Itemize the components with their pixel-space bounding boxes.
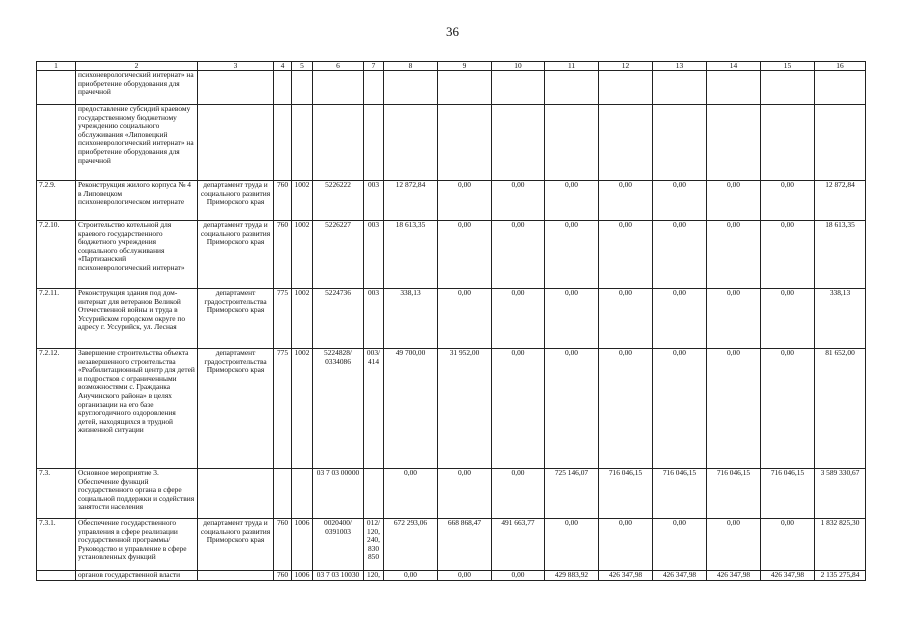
expense-type-code-cell: [364, 469, 384, 519]
table-row: [37, 571, 866, 581]
item-number-cell: 7.3.: [37, 469, 76, 519]
table-row: [37, 289, 866, 349]
target-article-code-cell: 5224736: [313, 289, 364, 349]
amount-2018-cell: 0,00: [599, 181, 653, 221]
amount-2018-cell: [599, 71, 653, 105]
grbs-code-cell: 760: [274, 181, 292, 221]
amount-2015-cell: [438, 105, 492, 181]
amount-2020-cell: [707, 105, 761, 181]
amount-2015-cell: [438, 71, 492, 105]
amount-2014-cell: [384, 105, 438, 181]
section-code-cell: 1006: [292, 571, 313, 581]
target-article-code-cell: 5226227: [313, 221, 364, 289]
amount-2020-cell: 0,00: [707, 221, 761, 289]
amount-2021-cell: 716 046,15: [761, 469, 815, 519]
amount-total-cell: [815, 105, 866, 181]
responsible-executor-cell: департамент труда и социального развития Приморского края: [198, 221, 274, 289]
amount-total-cell: 3 589 330,67: [815, 469, 866, 519]
col-number: 4: [274, 62, 292, 71]
col-number: 12: [599, 62, 653, 71]
amount-2017-cell: 429 883,92: [545, 571, 599, 581]
amount-2014-cell: [384, 71, 438, 105]
grbs-code-cell: [274, 105, 292, 181]
amount-2017-cell: [545, 105, 599, 181]
item-name-cell: Обеспечение государственного управления в сфере реализации государственной программы/ Руководство и управление в сфере установленных функций: [76, 519, 198, 571]
amount-2016-cell: 0,00: [492, 349, 545, 469]
responsible-executor-cell: [198, 105, 274, 181]
amount-2015-cell: 668 868,47: [438, 519, 492, 571]
item-name-cell: предоставление субсидий краевому государственному бюджетному учреждению социального обслуживания «Липовецкий психоневрологический интернат» на приобретение оборудования для прачечной: [76, 105, 198, 181]
col-number: 1: [37, 62, 76, 71]
page-number: 36: [446, 24, 459, 39]
amount-2021-cell: 0,00: [761, 289, 815, 349]
amount-2015-cell: 0,00: [438, 289, 492, 349]
amount-2015-cell: 0,00: [438, 571, 492, 581]
amount-2015-cell: 0,00: [438, 469, 492, 519]
item-number-cell: 7.3.1.: [37, 519, 76, 571]
col-number: 11: [545, 62, 599, 71]
section-code-cell: 1006: [292, 519, 313, 571]
amount-2019-cell: 0,00: [653, 289, 707, 349]
grbs-code-cell: 775: [274, 289, 292, 349]
item-number-cell: [37, 71, 76, 105]
item-number-cell: [37, 105, 76, 181]
amount-2020-cell: 0,00: [707, 349, 761, 469]
grbs-code-cell: 760: [274, 519, 292, 571]
amount-2015-cell: 0,00: [438, 181, 492, 221]
amount-2019-cell: 0,00: [653, 519, 707, 571]
col-number: 15: [761, 62, 815, 71]
amount-2017-cell: [545, 71, 599, 105]
amount-2018-cell: 0,00: [599, 221, 653, 289]
table-row: [37, 349, 866, 469]
amount-2016-cell: 491 663,77: [492, 519, 545, 571]
col-number: 10: [492, 62, 545, 71]
section-code-cell: 1002: [292, 289, 313, 349]
amount-2016-cell: 0,00: [492, 469, 545, 519]
item-number-cell: 7.2.11.: [37, 289, 76, 349]
col-number: 8: [384, 62, 438, 71]
item-name-cell: Завершение строительства объекта незавершенного строительства «Реабилитационный центр для детей и подростков с ограниченными возможностями с. Гражданка Анучинского района» в целях организации на его базе круглогодичного оздоровления детей, находящихся в трудной жизненной ситуации: [76, 349, 198, 469]
amount-2020-cell: 716 046,15: [707, 469, 761, 519]
item-name-cell: психоневрологический интернат» на приобретение оборудования для прачечной: [76, 71, 198, 105]
amount-2018-cell: [599, 105, 653, 181]
amount-2014-cell: 18 613,35: [384, 221, 438, 289]
col-number: 13: [653, 62, 707, 71]
expense-type-code-cell: 120,: [364, 571, 384, 581]
item-name-cell: Строительство котельной для краевого государственного бюджетного учреждения социального обслуживания «Партизанский психоневрологический интернат»: [76, 221, 198, 289]
amount-2015-cell: 0,00: [438, 221, 492, 289]
table-row: [37, 469, 866, 519]
amount-total-cell: 18 613,35: [815, 221, 866, 289]
column-number-row: [37, 62, 866, 71]
target-article-code-cell: 5224828/ 0334086: [313, 349, 364, 469]
table-row: [37, 221, 866, 289]
section-code-cell: 1002: [292, 221, 313, 289]
amount-total-cell: [815, 71, 866, 105]
col-number: 3: [198, 62, 274, 71]
amount-2017-cell: 0,00: [545, 349, 599, 469]
amount-2017-cell: 725 146,07: [545, 469, 599, 519]
responsible-executor-cell: департамент градостроительства Приморского края: [198, 349, 274, 469]
amount-2019-cell: 426 347,98: [653, 571, 707, 581]
expense-type-code-cell: 003: [364, 221, 384, 289]
col-number: 2: [76, 62, 198, 71]
amount-2016-cell: 0,00: [492, 181, 545, 221]
amount-2021-cell: 0,00: [761, 181, 815, 221]
amount-total-cell: 338,13: [815, 289, 866, 349]
amount-2019-cell: 0,00: [653, 349, 707, 469]
amount-2019-cell: [653, 71, 707, 105]
budget-table: [36, 61, 866, 581]
amount-2016-cell: 0,00: [492, 221, 545, 289]
section-code-cell: 1002: [292, 181, 313, 221]
amount-2021-cell: 0,00: [761, 221, 815, 289]
section-code-cell: [292, 469, 313, 519]
amount-2018-cell: 716 046,15: [599, 469, 653, 519]
amount-2017-cell: 0,00: [545, 221, 599, 289]
item-number-cell: [37, 571, 76, 581]
target-article-code-cell: 03 7 03 10030: [313, 571, 364, 581]
item-name-cell: Реконструкция жилого корпуса № 4 в Липовецком психоневрологическом интернате: [76, 181, 198, 221]
grbs-code-cell: 760: [274, 571, 292, 581]
table-row: [37, 71, 866, 105]
amount-2017-cell: 0,00: [545, 181, 599, 221]
amount-2018-cell: 0,00: [599, 349, 653, 469]
table-row: [37, 519, 866, 571]
responsible-executor-cell: [198, 571, 274, 581]
amount-2016-cell: 0,00: [492, 289, 545, 349]
item-name-cell: органов государственной власти: [76, 571, 198, 581]
amount-2014-cell: 672 293,06: [384, 519, 438, 571]
amount-2021-cell: 426 347,98: [761, 571, 815, 581]
target-article-code-cell: 5226222: [313, 181, 364, 221]
item-number-cell: 7.2.12.: [37, 349, 76, 469]
amount-2014-cell: 0,00: [384, 469, 438, 519]
grbs-code-cell: 760: [274, 221, 292, 289]
amount-2020-cell: 0,00: [707, 181, 761, 221]
grbs-code-cell: [274, 469, 292, 519]
col-number: 16: [815, 62, 866, 71]
amount-2020-cell: [707, 71, 761, 105]
col-number: 14: [707, 62, 761, 71]
amount-2021-cell: 0,00: [761, 349, 815, 469]
amount-2020-cell: 0,00: [707, 519, 761, 571]
amount-2016-cell: [492, 105, 545, 181]
target-article-code-cell: [313, 71, 364, 105]
table-row: [37, 105, 866, 181]
responsible-executor-cell: департамент градостроительства Приморского края: [198, 289, 274, 349]
amount-2015-cell: 31 952,00: [438, 349, 492, 469]
amount-2020-cell: 0,00: [707, 289, 761, 349]
amount-total-cell: 2 135 275,84: [815, 571, 866, 581]
item-name-cell: Реконструкция здания под дом-интернат для ветеранов Великой Отечественной войны и труда в Уссурийском городском округе по адресу г. Уссурийск, ул. Лесная: [76, 289, 198, 349]
expense-type-code-cell: 012/ 120, 240, 830 850: [364, 519, 384, 571]
amount-2016-cell: [492, 71, 545, 105]
amount-2019-cell: [653, 105, 707, 181]
amount-2014-cell: 12 872,84: [384, 181, 438, 221]
grbs-code-cell: [274, 71, 292, 105]
responsible-executor-cell: [198, 71, 274, 105]
expense-type-code-cell: [364, 71, 384, 105]
amount-2021-cell: [761, 71, 815, 105]
amount-2018-cell: 0,00: [599, 519, 653, 571]
table-row: [37, 181, 866, 221]
grbs-code-cell: 775: [274, 349, 292, 469]
amount-2019-cell: 0,00: [653, 181, 707, 221]
item-name-cell: Основное мероприятие 3. Обеспечение функций государственного органа в сфере социальной поддержки и содействия занятости населения: [76, 469, 198, 519]
amount-2020-cell: 426 347,98: [707, 571, 761, 581]
target-article-code-cell: 0020400/ 0391003: [313, 519, 364, 571]
amount-2016-cell: 0,00: [492, 571, 545, 581]
responsible-executor-cell: департамент труда и социального развития Приморского края: [198, 181, 274, 221]
amount-total-cell: 81 652,00: [815, 349, 866, 469]
amount-2017-cell: 0,00: [545, 289, 599, 349]
amount-2017-cell: 0,00: [545, 519, 599, 571]
expense-type-code-cell: 003: [364, 289, 384, 349]
item-number-cell: 7.2.9.: [37, 181, 76, 221]
responsible-executor-cell: департамент труда и социального развития Приморского края: [198, 519, 274, 571]
section-code-cell: [292, 105, 313, 181]
amount-2019-cell: 0,00: [653, 221, 707, 289]
col-number: 5: [292, 62, 313, 71]
amount-2019-cell: 716 046,15: [653, 469, 707, 519]
amount-total-cell: 12 872,84: [815, 181, 866, 221]
expense-type-code-cell: 003: [364, 181, 384, 221]
col-number: 9: [438, 62, 492, 71]
amount-2018-cell: 426 347,98: [599, 571, 653, 581]
amount-total-cell: 1 832 825,30: [815, 519, 866, 571]
amount-2021-cell: 0,00: [761, 519, 815, 571]
section-code-cell: [292, 71, 313, 105]
amount-2021-cell: [761, 105, 815, 181]
responsible-executor-cell: [198, 469, 274, 519]
target-article-code-cell: [313, 105, 364, 181]
expense-type-code-cell: 003/ 414: [364, 349, 384, 469]
amount-2018-cell: 0,00: [599, 289, 653, 349]
item-number-cell: 7.2.10.: [37, 221, 76, 289]
col-number: 6: [313, 62, 364, 71]
amount-2014-cell: 0,00: [384, 571, 438, 581]
amount-2014-cell: 338,13: [384, 289, 438, 349]
col-number: 7: [364, 62, 384, 71]
section-code-cell: 1002: [292, 349, 313, 469]
amount-2014-cell: 49 700,00: [384, 349, 438, 469]
target-article-code-cell: 03 7 03 00000: [313, 469, 364, 519]
expense-type-code-cell: [364, 105, 384, 181]
